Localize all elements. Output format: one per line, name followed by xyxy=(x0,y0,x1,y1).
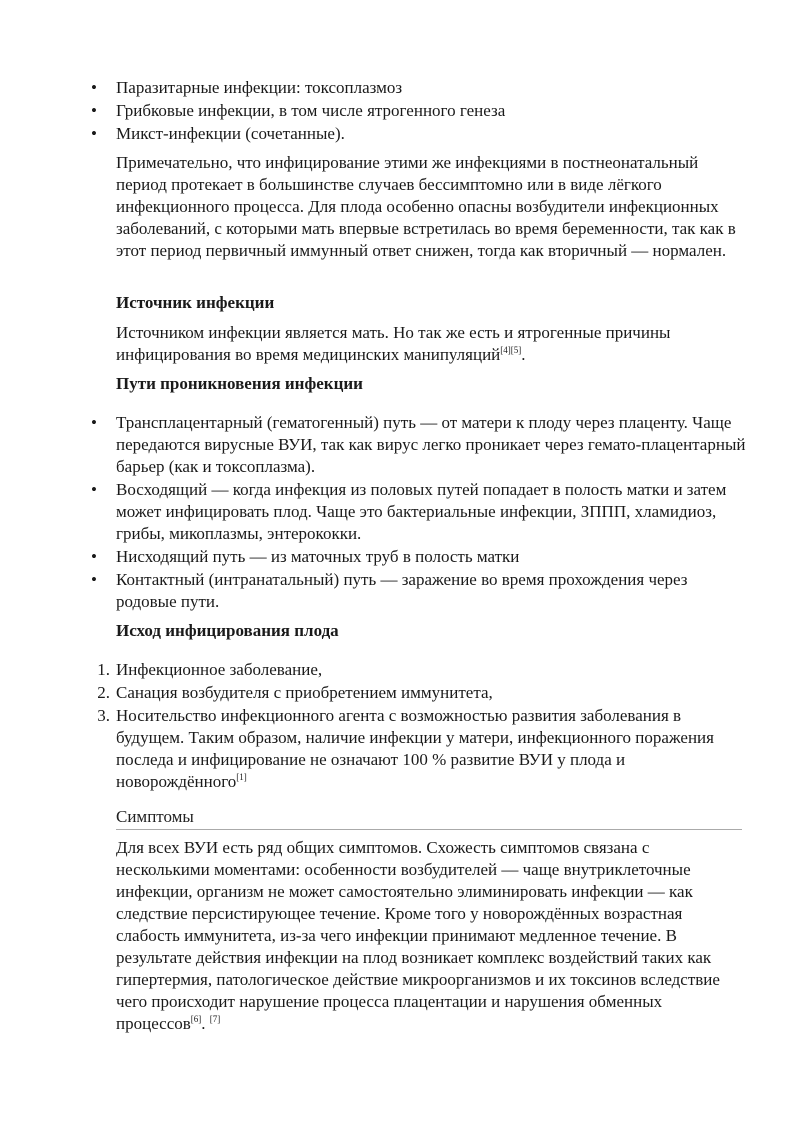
list-item-text: Микст-инфекции (сочетанные). xyxy=(116,124,345,143)
outcome-list xyxy=(97,659,746,793)
list-item-text: Носительство инфекционного агента с возможностью развития заболевания в будущем. Таким образом, наличие инфекции у матери, инфекционного поражения последа и инфицирование не означают 100 % развитие ВУИ у плода и новорождённого xyxy=(116,706,714,791)
routes-list xyxy=(91,412,746,613)
list-number: 1. xyxy=(97,660,110,679)
bullet-marker: • xyxy=(91,413,97,432)
infection-types-list xyxy=(91,77,746,145)
bullet-marker: • xyxy=(91,547,97,566)
list-item-text: Трансплацентарный (гематогенный) путь — от матери к плоду через плаценту. Чаще передаются вирусные ВУИ, так как вирус легко проникает через гемато-плацентарный барьер (как и токсоплазма). xyxy=(116,413,746,476)
list-item xyxy=(91,77,746,99)
infection-types-section xyxy=(91,77,746,145)
bullet-marker: • xyxy=(91,101,97,120)
list-item-text: Санация возбудителя с приобретением иммунитета, xyxy=(116,683,493,702)
heading-source: Источник инфекции xyxy=(116,293,275,312)
list-item xyxy=(97,682,746,704)
list-item xyxy=(91,100,746,122)
source-paragraph xyxy=(116,322,746,366)
routes-section xyxy=(116,373,746,395)
list-item xyxy=(91,412,746,478)
source-section xyxy=(116,292,746,314)
bullet-marker: • xyxy=(91,124,97,143)
bullet-marker: • xyxy=(91,570,97,589)
list-item-text: Грибковые инфекции, в том числе ятрогенного генеза xyxy=(116,101,506,120)
heading-routes: Пути проникновения инфекции xyxy=(116,374,363,393)
symptoms-paragraph-text: Для всех ВУИ есть ряд общих симптомов. Схожесть симптомов связана с несколькими моментами: особенности возбудителей — чаще внутриклеточные инфекции, организм не может самостоятельно элиминировать инфекции — как следствие персистирующее течение. Кроме того у новорождённых возрастная слабость иммунитета, из-за чего инфекции принимают медленное течение. В результате действия инфекции на плод возникает комплекс воздействий таких как гипертермия, патологическое действие микроорганизмов и их токсинов вследствие чего происходит нарушение процесса плацентации и нарушения обменных процессов xyxy=(116,838,720,1033)
symptoms-paragraph xyxy=(116,837,746,1035)
heading-outcome: Исход инфицирования плода xyxy=(116,621,339,640)
citation-ref[interactable]: [1] xyxy=(236,772,247,782)
list-item-text: Нисходящий путь — из маточных труб в полость матки xyxy=(116,547,520,566)
list-number: 2. xyxy=(97,683,110,702)
list-item-text: Инфекционное заболевание, xyxy=(116,660,323,679)
section-heading-symptoms: Симптомы xyxy=(116,806,742,830)
symptoms-paragraph-block xyxy=(116,837,746,1035)
citation-ref[interactable]: [6] xyxy=(190,1014,202,1024)
outcome-list-block xyxy=(97,659,746,793)
source-paragraph-block xyxy=(116,322,746,366)
list-item xyxy=(91,479,746,545)
list-number: 3. xyxy=(97,706,110,725)
citation-ref[interactable]: [4][5] xyxy=(500,345,522,355)
source-paragraph-tail: . xyxy=(521,345,526,364)
list-item-text: Восходящий — когда инфекция из половых путей попадает в полость матки и затем может инфицировать плод. Чаще это бактериальные инфекции, ЗППП, хламидиоз, грибы, микоплазмы, энтерококки. xyxy=(116,480,727,543)
bullet-marker: • xyxy=(91,480,97,499)
postneonatal-paragraph: Примечательно, что инфицирование этими же инфекциями в постнеонатальный период протекает в большинстве случаев бессимптомно или в виде лёгкого инфекционного процесса. Для плода особенно опасны возбудители инфекционных заболеваний, с которыми мать впервые встретилась во время беременности, так как в этот период первичный иммунный ответ снижен, тогда как вторичный — нормален. xyxy=(116,153,736,260)
source-paragraph-text: Источником инфекции является мать. Но так же есть и ятрогенные причины инфицирования во время медицинских манипуляций xyxy=(116,323,671,364)
list-item-text: Контактный (интранатальный) путь — заражение во время прохождения через родовые пути. xyxy=(116,570,688,611)
routes-list-block xyxy=(91,412,746,613)
list-item xyxy=(91,123,746,145)
bullet-marker: • xyxy=(91,78,97,97)
list-item xyxy=(97,705,746,793)
list-item-text: Паразитарные инфекции: токсоплазмоз xyxy=(116,78,403,97)
outcome-section xyxy=(116,620,746,642)
list-item xyxy=(91,569,746,613)
postneonatal-paragraph-block xyxy=(116,152,746,262)
citation-separator: . xyxy=(201,1014,210,1033)
list-item xyxy=(97,659,746,681)
citation-ref[interactable]: [7] xyxy=(209,1014,221,1024)
list-item xyxy=(91,546,746,568)
